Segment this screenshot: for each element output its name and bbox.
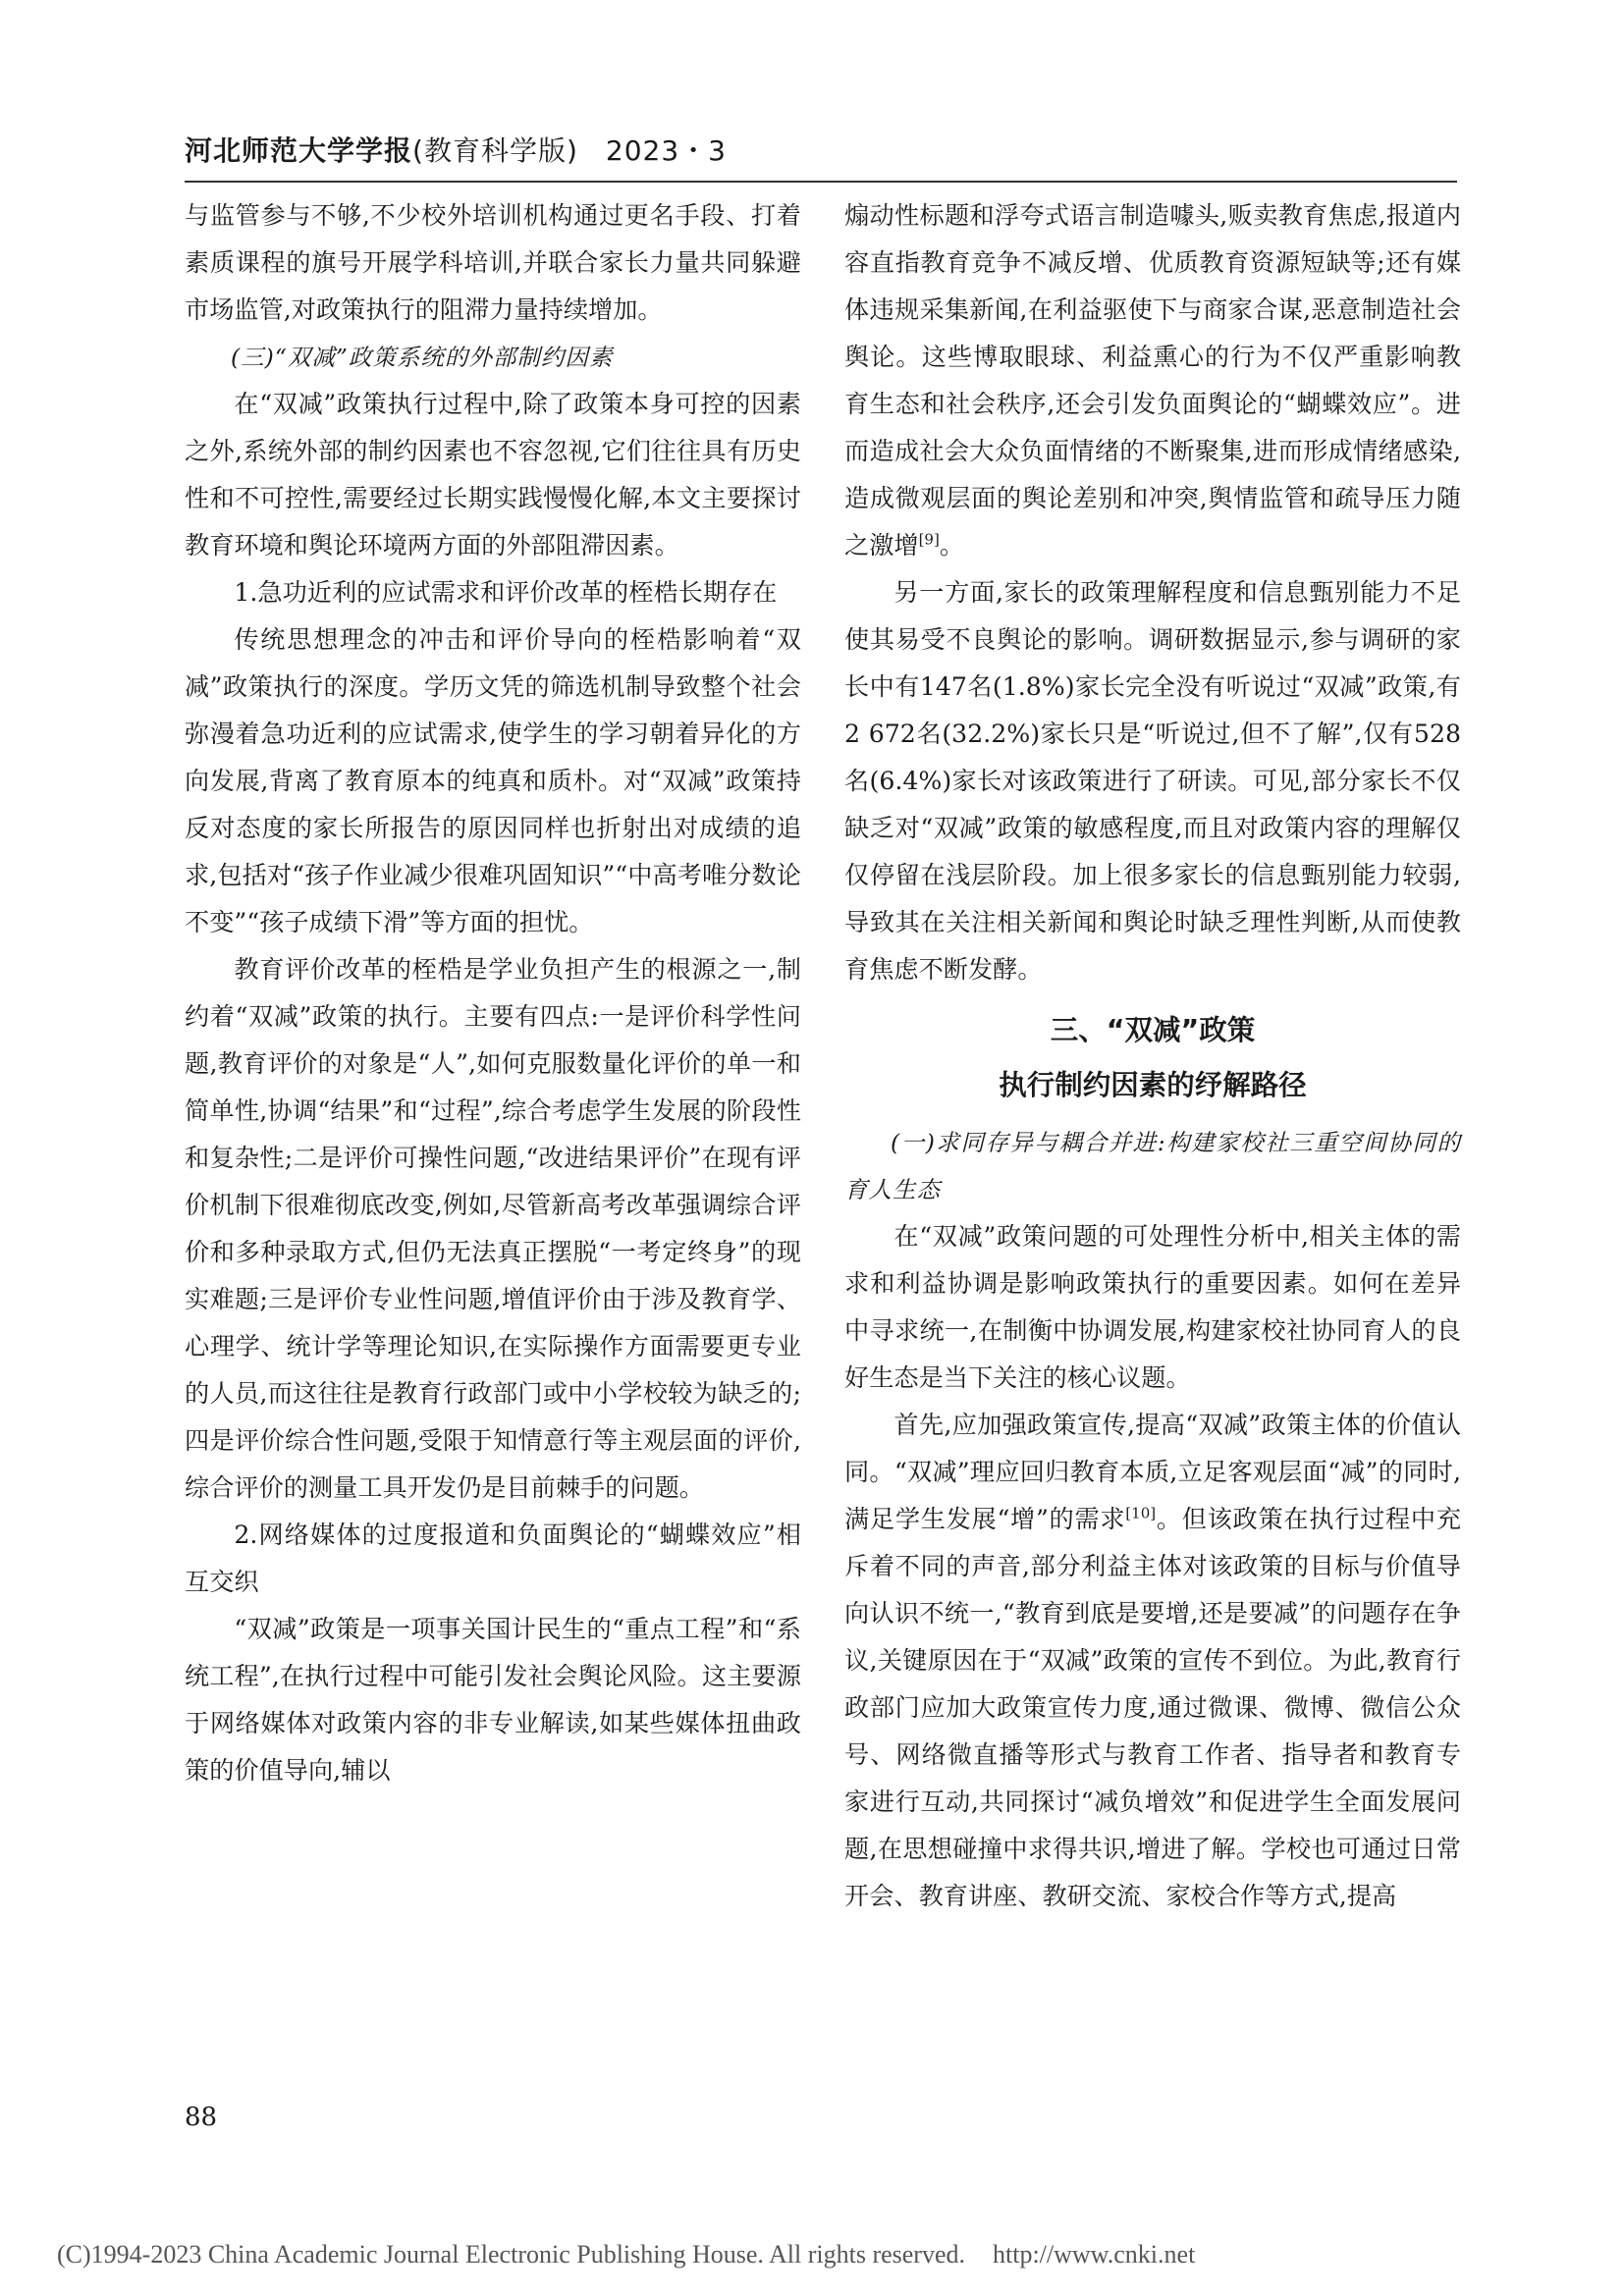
section-title-line2: 执行制约因素的纾解路径 [999,1069,1307,1101]
paragraph: 在“双减”政策问题的可处理性分析中,相关主体的需求和利益协调是影响政策执行的重要因素。如何在差异中寻求统一,在制衡中协调发展,构建家校社协同育人的良好生态是当下关注的核心议题。 [844,1222,1461,1392]
paragraph: 教育评价改革的桎梏是学业负担产生的根源之一,制约着“双减”政策的执行。主要有四点:一是评价科学性问题,教育评价的对象是“人”,如何克服数量化评价的单一和简单性,协调“结果”和“过程”,综合考虑学生发展的阶段性和复杂性;二是评价可操性问题,“改进结果评价”在现有评价机制下很难彻底改变,例如,尽管新高考改革强调综合评价和多种录取方式,但仍无法真正摆脱“一考定终身”的现实难题;三是评价专业性问题,增值评价由于涉及教育学、心理学、统计学等理论知识,在实际操作方面需要更专业的人员,而这往往是教育行政部门或中小学校较为缺乏的;四是评价综合性问题,受限于知情意行等主观层面的评价,综合评价的测量工具开发仍是目前棘手的问题。 [185,955,801,1502]
citation-ref: [10] [1125,1504,1157,1522]
paragraph [844,1402,1461,1920]
paragraph: 传统思想理念的冲击和评价导向的桎梏影响着“双减”政策执行的深度。学历文凭的筛选机制导致整个社会弥漫着急功近利的应试需求,使学生的学习朝着异化的方向发展,背离了教育原本的纯真和质朴。对“双减”政策持反对态度的家长所报告的原因同样也折射出对成绩的追求,包括对“孩子作业减少很难巩固知识”“中高考唯分数论不变”“孩子成绩下滑”等方面的担忧。 [185,625,801,936]
subsection-heading: (三)“双减”政策系统的外部制约因素 [231,344,614,371]
subsubsection-heading: 1.急功近利的应试需求和评价改革的桎梏长期存在 [234,578,778,607]
header-rule [185,181,1457,183]
subsubsection-heading: 2.网络媒体的过度报道和负面舆论的“蝴蝶效应”相互交织 [185,1521,801,1596]
subsection-heading: (一)求同存异与耦合并进:构建家校社三重空间协同的育人生态 [844,1129,1461,1203]
left-column [185,192,801,1794]
paragraph-text: 。但该政策在执行过程中充斥着不同的声音,部分利益主体对该政策的目标与价值导向认识不统一,“教育到底是要增,还是要减”的问题存在争议,关键原因在于“双减”政策的宣传不到位。为此,教育行政部门应加大政策宣传力度,通过微课、微博、微信公众号、网络微直播等形式与教育工作者、指导者和教育专家进行互动,共同探讨“减负增效”和促进学生全面发展问题,在思想碰撞中求得共识,增进了解。学校也可通过日常开会、教育讲座、教研交流、家校合作等方式,提高 [844,1505,1462,1910]
paragraph: 与监管参与不够,不少校外培训机构通过更名手段、打着素质课程的旗号开展学科培训,并联合家长力量共同躲避市场监管,对政策执行的阻滞力量持续增加。 [185,201,801,324]
paragraph [844,192,1461,569]
journal-issue: 2023・3 [605,134,727,167]
copyright-footer [57,2240,1195,2269]
paragraph-text: 首先,应加强政策宣传,提高“双减”政策主体的价值认同。“双减”理应回归教育本质,立足客观层面“减”的同时,满足学生发展“增”的需求 [844,1411,1461,1533]
right-column [844,192,1461,1920]
section-title-line1: 三、“双减”政策 [1050,1014,1256,1046]
paragraph-text: 煽动性标题和浮夸式语言制造噱头,贩卖教育焦虑,报道内容直指教育竞争不减反增、优质教育资源短缺等;还有媒体违规采集新闻,在利益驱使下与商家合谋,恶意制造社会舆论。这些博取眼球、利益熏心的行为不仅严重影响教育生态和社会秩序,还会引发负面舆论的“蝴蝶效应”。进而造成社会大众负面情绪的不断聚集,进而形成情绪感染,造成微观层面的舆论差别和冲突,舆情监管和疏导压力随之激增 [844,201,1461,560]
cnki-url: http://www.cnki.net [993,2240,1196,2269]
page-number: 88 [185,2103,218,2132]
paragraph: 在“双减”政策执行过程中,除了政策本身可控的因素之外,系统外部的制约因素也不容忽视,它们往往具有历史性和不可控性,需要经过长期实践慢慢化解,本文主要探讨教育环境和舆论环境两方面的外部阻滞因素。 [185,390,801,560]
paragraph: “双减”政策是一项事关国计民生的“重点工程”和“系统工程”,在执行过程中可能引发社会舆论风险。这主要源于网络媒体对政策内容的非专业解读,如某些媒体扭曲政策的价值导向,辅以 [185,1615,801,1785]
journal-edition: (教育科学版) [412,134,578,167]
running-header [185,130,727,169]
paragraph: 另一方面,家长的政策理解程度和信息甄别能力不足使其易受不良舆论的影响。调研数据显示,参与调研的家长中有147名(1.8%)家长完全没有听说过“双减”政策,有2 672名(32.2%)家长只是“听说过,但不了解”,仅有528名(6.4%)家长对该政策进行了研读。可见,部分家长不仅缺乏对“双减”政策的敏感程度,而且对政策内容的理解仅仅停留在浅层阶段。加上很多家长的信息甄别能力较弱,导致其在关注相关新闻和舆论时缺乏理性判断,从而使教育焦虑不断发酵。 [844,578,1461,984]
citation-ref: [9] [918,530,940,549]
paragraph-text: 。 [939,531,964,560]
copyright-text: (C)1994-2023 China Academic Journal Electronic Publishing House. All rights reserved. [57,2240,965,2269]
section-title [844,993,1461,1119]
journal-title: 河北师范大学学报 [185,134,413,167]
